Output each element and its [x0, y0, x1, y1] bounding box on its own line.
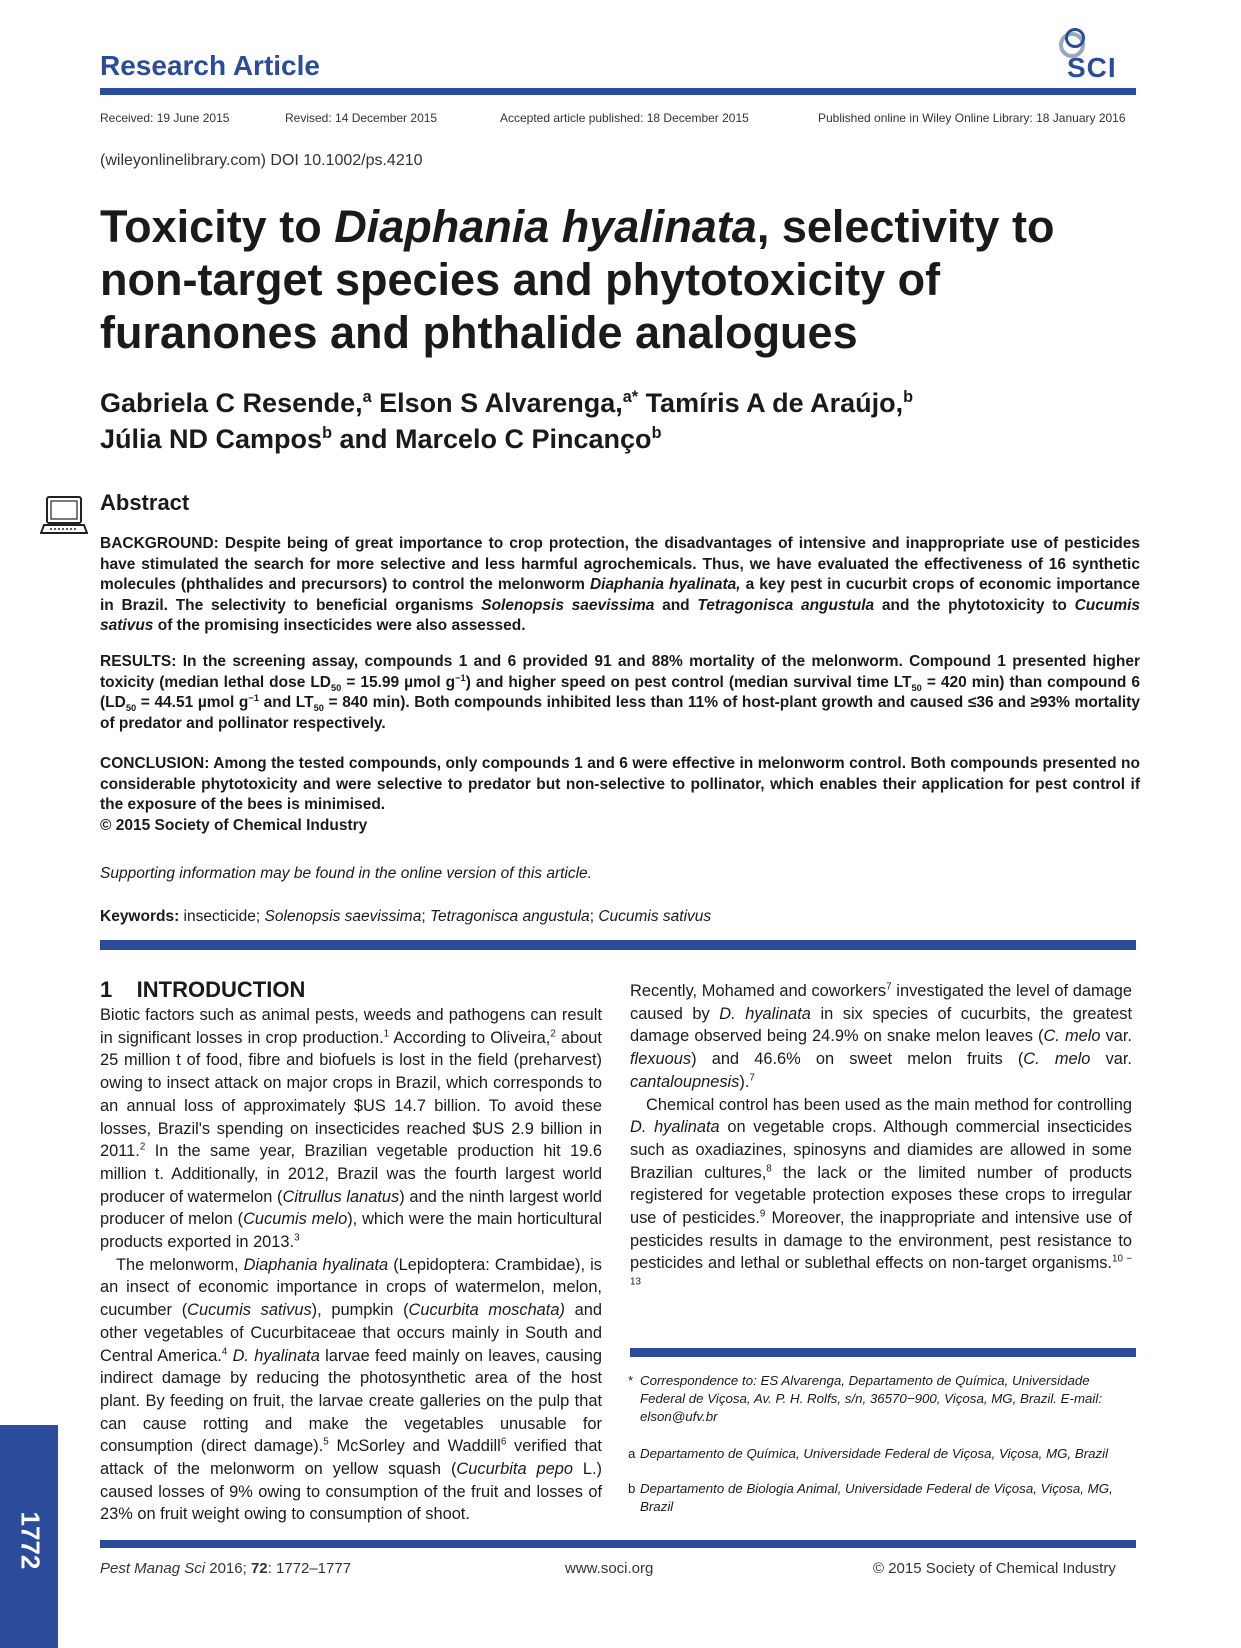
title-species: Diaphania hyalinata [334, 201, 757, 252]
reference[interactable]: 6 [500, 1436, 507, 1448]
body-column-left [100, 1004, 602, 1526]
subscript: 50 [911, 682, 922, 693]
author-name: Elson S Alvarenga, [379, 388, 623, 418]
reference[interactable]: 1 [383, 1028, 390, 1040]
species-name: C. melo [1043, 1027, 1101, 1046]
text-run: According to Oliveira, [389, 1028, 551, 1047]
footnote-mark: b [628, 1481, 636, 1496]
footnote-text: Correspondence to: ES Alvarenga, Departamento de Química, Universidade Federal de Viçosa, Av. P. H. Rolfs, s/n, 36570−900, Viçosa, MG, Brazil. E-mail: elson@ufv.br [640, 1373, 1103, 1424]
website-link[interactable]: www.soci.org [565, 1560, 654, 1577]
reference[interactable]: 2 [139, 1141, 146, 1153]
text-run: Chemical control has been used as the main method for controlling [646, 1095, 1132, 1114]
separator: ; [421, 908, 430, 925]
keywords [100, 908, 711, 926]
journal-name: Pest Manag Sci [100, 1560, 206, 1577]
text-run: = 420 min) than compound 6 (LD [100, 673, 1140, 711]
species-name: Cucumis sativus [187, 1301, 312, 1320]
text-run: investigated the level of damage caused by [630, 982, 1132, 1023]
text-run: of the promising insecticides were also assessed. [153, 617, 526, 634]
species-name: Diaphania hyalinata, [589, 576, 741, 593]
text-run: ) and the ninth largest world producer of melon ( [100, 1187, 603, 1229]
text-run: BACKGROUND: Despite being of great importance to crop protection, the disadvantages of intensive and inappropriate use of pesticides have stimulated the search for more selective and less harmful agrochemicals. Thus, we have evaluated the effectiveness of 16 synthetic molecules (phthalides and precursors) to control the melonworm [100, 535, 1140, 593]
text-run: and LT [259, 694, 314, 711]
text-run: RESULTS: In the screening assay, compounds 1 and 6 provided 91 and 88% mortality of the melonworm. Compound 1 presented higher toxicity (median lethal dose LD [100, 653, 1140, 691]
author-affiliation: b [903, 388, 914, 406]
abstract-rule [100, 940, 1136, 950]
species-name: Cucumis sativus [100, 596, 1141, 634]
affiliation-footnote-a [628, 1445, 1135, 1463]
author-affiliation: a [362, 388, 372, 406]
text-run: the lack or the limited number of products registered for vegetable protection exposes these crops to irregular use of pesticides. [630, 1163, 1132, 1228]
intro-paragraph-2-continued [630, 980, 1132, 1094]
article-type: Research Article [100, 50, 320, 81]
abstract-conclusion [100, 754, 1140, 836]
reference[interactable]: 2 [550, 1028, 556, 1040]
section-heading: 1 INTRODUCTION [100, 977, 306, 1002]
superscript: −1 [248, 692, 260, 703]
affiliation-footnote-b [628, 1480, 1135, 1516]
species-name: Diaphania hyalinata [243, 1255, 389, 1274]
subscript: 50 [330, 682, 342, 693]
author-name: Tamíris A de Araújo, [645, 388, 904, 418]
text-run: The melonworm, [116, 1255, 244, 1274]
text-run: Moreover, the inappropriate and intensive use of pesticides results in damage to the environment, pest resistance to pesticides and lethal or sublethal effects on non-target organisms. [630, 1209, 1132, 1273]
text-run: Recently, Mohamed and coworkers [630, 982, 887, 1000]
species-name: flexuous [630, 1050, 692, 1069]
footnote-text: Departamento de Biologia Animal, Universidade Federal de Viçosa, Viçosa, MG, Brazil [640, 1481, 1113, 1514]
header-rule [100, 88, 1136, 95]
keyword: insecticide; [179, 908, 265, 925]
text-run: and the phytotoxicity to [874, 596, 1075, 614]
title-part: , selectivity to non-target species and phytotoxicity of furanones and phthalide analogues [100, 201, 1055, 358]
text-run: on vegetable crops. Although commercial insecticides such as oxadiazines, spinosyns and diamides are allowed in some Brazilian cultures, [630, 1118, 1132, 1182]
superscript: −1 [455, 672, 466, 683]
species-name: Cucumis melo [243, 1210, 348, 1229]
reference[interactable]: 7 [886, 981, 892, 993]
separator: ; [589, 908, 599, 925]
keywords-label: Keywords: [100, 908, 180, 925]
keyword: Cucumis sativus [598, 908, 712, 925]
text-run: (Lepidoptera: Crambidae), is an insect of economic importance in crops of watermelon, melon, cucumber ( [100, 1255, 602, 1320]
text-run: = 840 min). Both compounds inhibited less than 11% of host-plant growth and caused ≤36 and ≥93% mortality of predator and pollinator respectively. [100, 694, 1140, 732]
text-run: ) and 46.6% on sweet melon fruits ( [691, 1050, 1024, 1069]
text-run: ). [739, 1072, 750, 1091]
logo-text: SCI [1067, 52, 1117, 83]
journal-citation [100, 1560, 351, 1577]
text-run: In the same year, Brazilian vegetable production hit 19.6 million t. Additionally, in 2012, Brazil was the fourth largest world producer of watermelon ( [100, 1142, 602, 1206]
published-date: Published online in Wiley Online Library: 18 January 2016 [818, 111, 1126, 125]
text-run: CONCLUSION: Among the tested compounds, only compounds 1 and 6 were effective in melonworm control. Both compounds presented no considerable phytotoxicity and were selective to predator but non-selective to pollinator, which enables their application for pest control if the exposure of the bees is minimised. [100, 755, 1140, 813]
species-name: D. hyalinata [630, 1118, 720, 1137]
reference[interactable]: 7 [749, 1072, 755, 1084]
accepted-date: Accepted article published: 18 December 2015 [500, 111, 749, 125]
computer-icon [40, 495, 88, 537]
abstract-copyright: © 2015 Society of Chemical Industry [100, 816, 368, 834]
author-affiliation: b [651, 424, 662, 442]
correspondence-footnote [628, 1372, 1135, 1426]
text-run: and [654, 596, 698, 614]
text-run: verified that attack of the melonworm on yellow squash ( [100, 1437, 602, 1479]
received-date: Received: 19 June 2015 [100, 111, 230, 125]
reference[interactable]: 5 [323, 1436, 329, 1448]
footnote-mark: * [628, 1373, 634, 1388]
species-name: Tetragonisca angustula [697, 596, 875, 614]
text-run: McSorley and Waddill [328, 1437, 501, 1456]
doi[interactable]: (wileyonlinelibrary.com) DOI 10.1002/ps.4210 [100, 152, 423, 169]
subscript: 50 [313, 703, 324, 714]
species-name: cantaloupnesis [630, 1072, 740, 1091]
species-name: D. hyalinata [719, 1004, 811, 1023]
species-name: Cucurbita moschata) [408, 1301, 565, 1320]
journal-year: 2016; [205, 1560, 251, 1577]
reference[interactable]: 9 [759, 1208, 766, 1220]
abstract-heading: Abstract [100, 490, 190, 515]
page-number: 1772 [15, 1511, 46, 1570]
text-run: a key pest in cucurbit crops of economic importance in Brazil. The selectivity to beneficial organisms [100, 576, 1140, 614]
text-run: var. [1090, 1050, 1132, 1069]
text-run: larvae feed mainly on leaves, causing indirect damage by reducing the photosynthetic area of the host plant. By feeding on fruit, the larvae create galleries on the pulp that can cause rotting and make the vegetables unusable for consumption (direct damage). [100, 1346, 602, 1456]
footnote-rule [630, 1348, 1136, 1357]
author-name: Júlia ND Campos [100, 424, 323, 454]
reference[interactable]: 3 [294, 1232, 300, 1244]
text-run: ) and higher speed on pest control (median survival time LT [465, 673, 912, 691]
journal-pages: : 1772–1777 [267, 1560, 352, 1577]
text-run: in six species of cucurbits, the greatest damage observed being 24.9% on snake melon leaves ( [630, 1004, 1133, 1046]
title-part: Toxicity to [100, 201, 335, 252]
intro-paragraph-3 [630, 1094, 1132, 1298]
reference[interactable]: 8 [766, 1163, 772, 1175]
species-name: Solenopsis saevissima [481, 596, 655, 614]
text-run: var. [1100, 1027, 1132, 1046]
text-run: Biotic factors such as animal pests, weeds and pathogens can result in significant losses in crop production. [100, 1006, 602, 1047]
intro-paragraph-2 [100, 1254, 602, 1526]
text-run: about 25 million t of food, fibre and biofuels is lost in the field (preharvest) owing to insect attack on major crops in Brazil, which corresponds to an annual loss of approximately $US 14.7 billion. To avoid these losses, Brazil's spending on insecticides reached $US 2.9 billion in 2011. [100, 1028, 602, 1161]
text-run: = 15.99 µmol g [341, 673, 456, 691]
keyword: Solenopsis saevissima [264, 908, 422, 925]
sci-logo [1055, 28, 1135, 83]
species-name: C. melo [1023, 1050, 1091, 1069]
subscript: 50 [125, 703, 137, 714]
body-column-right [630, 980, 1132, 1298]
footnote-text: Departamento de Química, Universidade Federal de Viçosa, Viçosa, MG, Brazil [640, 1446, 1109, 1461]
species-name: Citrullus lanatus [282, 1187, 400, 1206]
author-name: and Marcelo C Pincanço [339, 424, 652, 454]
species-name: D. hyalinata [232, 1346, 320, 1365]
keyword: Tetragonisca angustula [429, 908, 590, 925]
logo-ring-accent-icon [1065, 28, 1085, 48]
author-list [100, 385, 1100, 457]
abstract-results [100, 652, 1140, 734]
text-run: and other vegetables of Cucurbitaceae that occurs mainly in South and Central America. [100, 1301, 602, 1365]
text-run: = 44.51 µmol g [136, 694, 249, 711]
reference[interactable]: 10 − 13 [630, 1253, 1132, 1288]
revised-date: Revised: 14 December 2015 [285, 111, 438, 125]
text-run: ), which were the main horticultural products exported in 2013. [100, 1210, 603, 1252]
species-name: Cucurbita pepo [456, 1460, 573, 1479]
author-affiliation: b [322, 424, 332, 442]
footer-copyright: © 2015 Society of Chemical Industry [873, 1560, 1116, 1577]
text-run: L.) caused losses of 9% owing to consumption of the fruit and losses of 23% on fruit weight owing to consumption of shoot. [100, 1460, 602, 1524]
reference[interactable]: 4 [221, 1346, 228, 1358]
author-affiliation: a* [622, 388, 639, 406]
article-title [100, 200, 1140, 359]
author-name: Gabriela C Resende, [100, 388, 363, 418]
footer-rule [100, 1540, 1136, 1548]
journal-volume: 72 [250, 1560, 268, 1577]
text-run: ), pumpkin ( [311, 1301, 409, 1320]
intro-paragraph-1 [100, 1004, 602, 1254]
footnote-mark: a [628, 1446, 636, 1461]
abstract-background [100, 534, 1140, 637]
supporting-info-note: Supporting information may be found in the online version of this article. [100, 865, 592, 882]
